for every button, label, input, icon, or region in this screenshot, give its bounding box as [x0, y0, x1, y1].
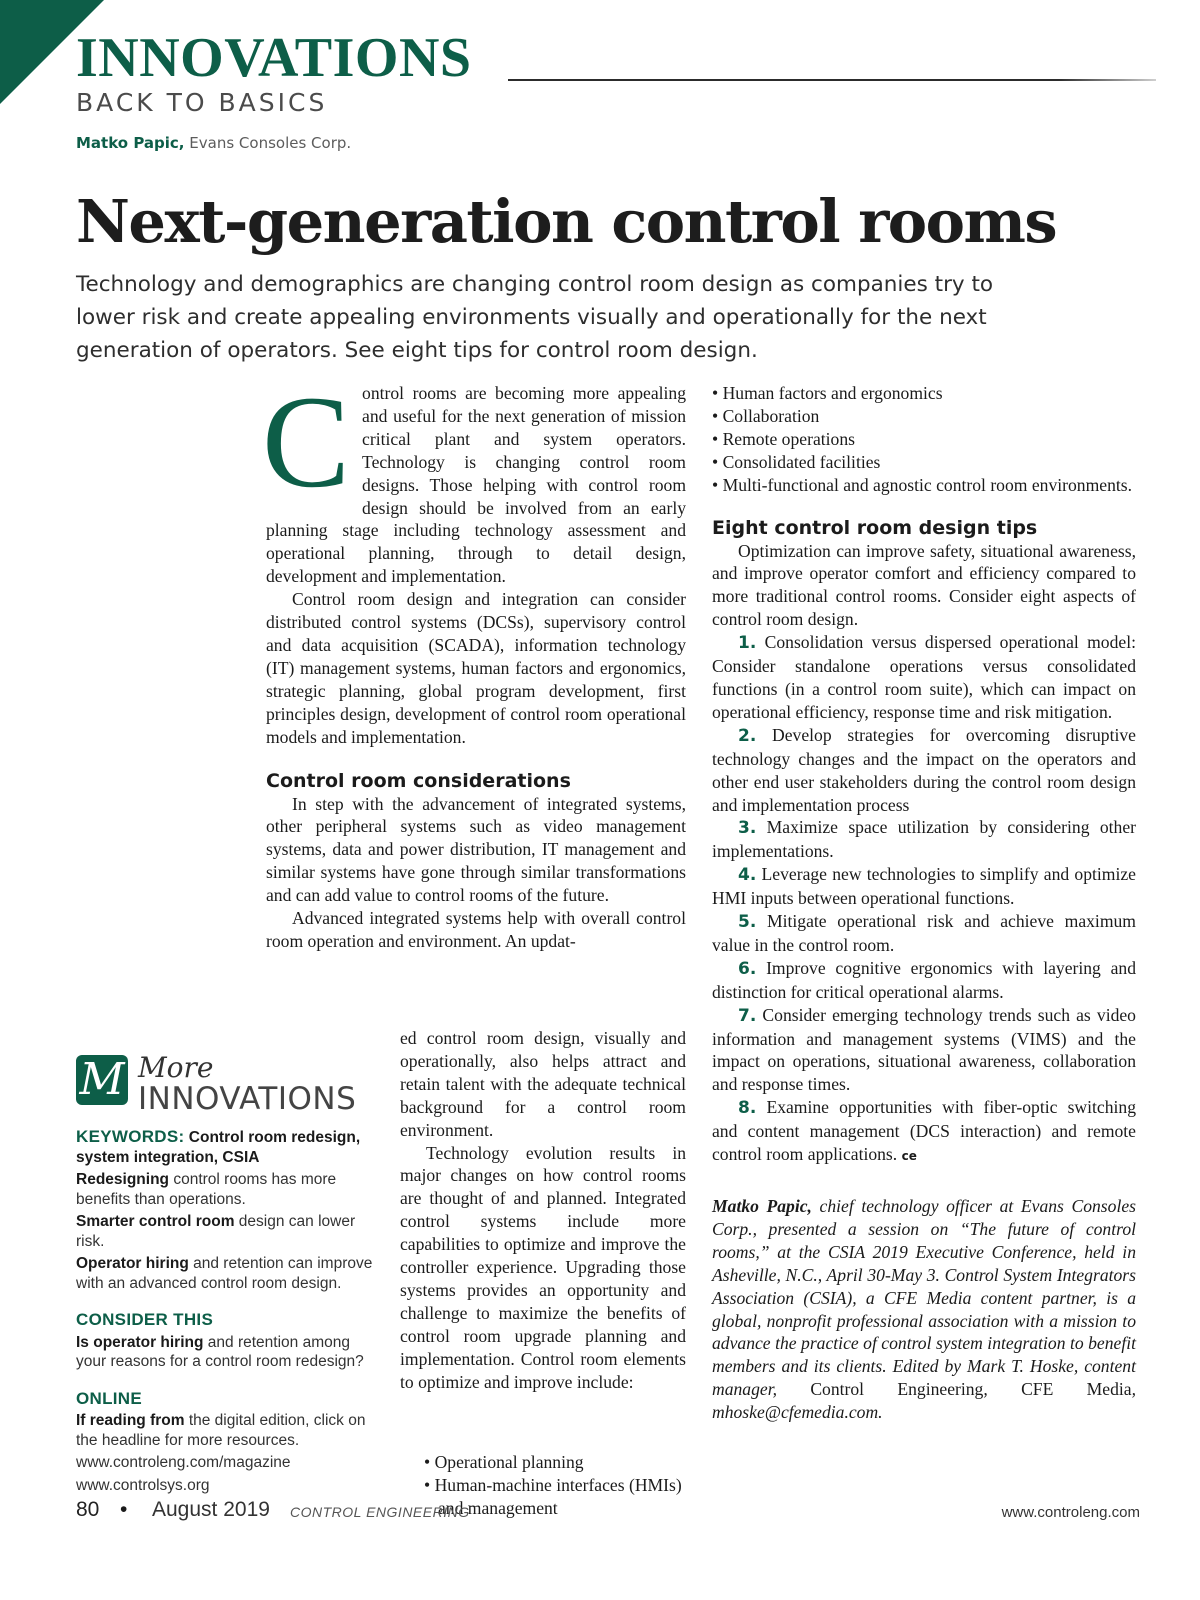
list-item: • Collaboration: [712, 405, 1136, 428]
tip-item: 1. Consolidation versus dispersed operational model: Consider standalone operations versus consolidated functions (in a control room suite), which can impact on operational efficiency, response time and risk mitigation.: [712, 632, 1136, 722]
tip-number: 3.: [738, 818, 757, 839]
author-company: Evans Consoles Corp.: [189, 134, 352, 152]
sidebar-item: Operator hiring and retention can improve with an advanced control room design.: [76, 1255, 373, 1292]
paragraph: ed control room design, visually and operationally, also helps attract and retain talent with the adequate technical background for a control room environment.: [400, 1028, 686, 1140]
magazine-name: CONTROL ENGINEERING: [290, 1504, 470, 1520]
tip-item: 2. Develop strategies for overcoming disruptive technology changes and the impact on the operators and other end user stakeholders during the control room design and implementation process: [712, 724, 1136, 815]
section-subtitle: BACK TO BASICS: [76, 88, 328, 117]
tip-number: 5.: [738, 912, 757, 933]
list-item: • Operational planning: [424, 1451, 704, 1474]
byline: [76, 134, 351, 152]
tip-item: 4. Leverage new technologies to simplify and optimize HMI inputs between operational functions.: [712, 864, 1136, 909]
heading-considerations: Control room considerations: [266, 769, 571, 792]
issue-date: August 2019: [152, 1498, 270, 1521]
tip-item: 7. Consider emerging technology trends such as video information and management systems (VIMS) and the impact on operations, situational awareness, collaboration and response times.: [712, 1004, 1136, 1095]
intro-paragraph: Control rooms are becoming more appealing and useful for the next generation of mission critical plant and system operators. Technology is changing control room designs. Those helping with control room design should be involved from an early planning stage including technology assessment and operational planning, through to detail design, development and implementation.: [262, 368, 686, 587]
paragraph: Advanced integrated systems help with overall control room operation and environment. An updat-: [266, 908, 686, 951]
tip-item: 3. Maximize space utilization by considering other implementations.: [712, 817, 1136, 862]
sidebar-keywords: KEYWORDS: Control room redesign, system integration, CSIA: [76, 1127, 361, 1166]
tip-item: 8. Examine opportunities with fiber-optic switching and content management (DCS interaction) and remote control room applications. ce: [712, 1097, 1136, 1165]
tip-number: 6.: [738, 958, 757, 979]
sidebar-item: Is operator hiring and retention among your reasons for a control room redesign?: [76, 1333, 364, 1370]
column-2: [712, 382, 1136, 1424]
paragraph: In step with the advancement of integrated systems, other peripheral systems such as video management systems, data and power distribution, IT management and similar systems have gone through similar transformations and can add value to control rooms of the future.: [266, 793, 686, 906]
tip-number: 8.: [738, 1098, 757, 1119]
sidebar-more-label: More: [138, 1051, 214, 1084]
page-footer: [76, 1498, 1140, 1528]
column-1-lower: [400, 1027, 686, 1394]
end-mark: ce: [901, 1149, 917, 1164]
drop-cap: C: [262, 368, 351, 515]
tip-number: 4.: [738, 865, 757, 886]
tip-item: 5. Mitigate operational risk and achieve maximum value in the control room.: [712, 911, 1136, 955]
sidebar-online-heading: ONLINE: [76, 1388, 143, 1408]
sidebar-consider-heading: CONSIDER THIS: [76, 1310, 214, 1329]
paragraph: Control room design and integration can consider distributed control systems (DCSs), supervisory control and data acquisition (SCADA), information technology (IT) management systems, human factors and ergonomics, strategic planning, global program development, first principles design, development of control room operational models and implementation.: [266, 589, 686, 747]
list-item: • Human factors and ergonomics: [712, 382, 1136, 405]
list-item: • Human-machine interfaces (HMIs) and management: [424, 1474, 704, 1520]
heading-tips: Eight control room design tips: [712, 516, 1038, 539]
page-number: 80: [76, 1498, 100, 1521]
tip-number: 2.: [738, 725, 757, 746]
list-item: • Remote operations: [712, 428, 1136, 451]
sidebar-innovations-label: INNOVATIONS: [138, 1081, 357, 1117]
list-item: • Multi-functional and agnostic control room environments.: [712, 474, 1136, 497]
article-deck: Technology and demographics are changing control room design as companies try to lower risk and create appealing environments visually and operationally for the next generation of operators. See eight tips for control room design.: [76, 272, 994, 363]
author-bio: Matko Papic, chief technology officer at Evans Consoles Corp., presented a session on “The future of control rooms,” at the CSIA 2019 Executive Conference, held in Asheville, N.C., April 30-May 3. Control System Integrators Association (CSIA), a CFE Media content partner, is a global, nonprofit professional association with a mission to advance the practice of control system integration to benefit members and its clients. Edited by Mark T. Hoske, content manager, Control Engineering, CFE Media, mhoske@cfemedia.com.: [712, 1196, 1136, 1423]
elements-list-b: [712, 382, 1136, 497]
sidebar-item: Smarter control room design can lower risk.: [76, 1213, 356, 1250]
website-link[interactable]: www.controleng.com: [1001, 1504, 1140, 1521]
sidebar-link-magazine[interactable]: www.controleng.com/magazine: [76, 1454, 291, 1471]
article-headline[interactable]: Next-generation control rooms: [76, 187, 1057, 256]
tip-number: 7.: [738, 1005, 757, 1026]
sidebar-item: If reading from the digital edition, click on the headline for more resources.: [76, 1412, 366, 1449]
more-innovations-logo-icon: M: [76, 1055, 128, 1105]
paragraph: Optimization can improve safety, situational awareness, and improve operator comfort and efficiency compared to more traditional control rooms. Consider eight aspects of control room design.: [712, 540, 1136, 630]
header-rule: [508, 79, 1156, 81]
tip-item: 6. Improve cognitive ergonomics with layering and distinction for critical operational alarms.: [712, 957, 1137, 1002]
tip-number: 1.: [738, 633, 757, 654]
section-title: INNOVATIONS: [76, 27, 472, 89]
footer-bullet: •: [120, 1498, 128, 1521]
paragraph: Technology evolution results in major changes on how control rooms are thought of and planned. Integrated control systems include more capabilities to optimize and improve the controller experience. Upgrading those systems provides an opportunity and challenge to maximize the benefits of control room upgrade planning and implementation. Control room elements to optimize and improve include:: [400, 1142, 686, 1392]
column-1: [262, 368, 686, 953]
author-name: Matko Papic,: [76, 134, 185, 152]
sidebar-link-csia[interactable]: www.controlsys.org: [76, 1476, 210, 1494]
list-item: • Consolidated facilities: [712, 451, 1136, 474]
sidebar-item: Redesigning control rooms has more benefits than operations.: [76, 1171, 337, 1208]
